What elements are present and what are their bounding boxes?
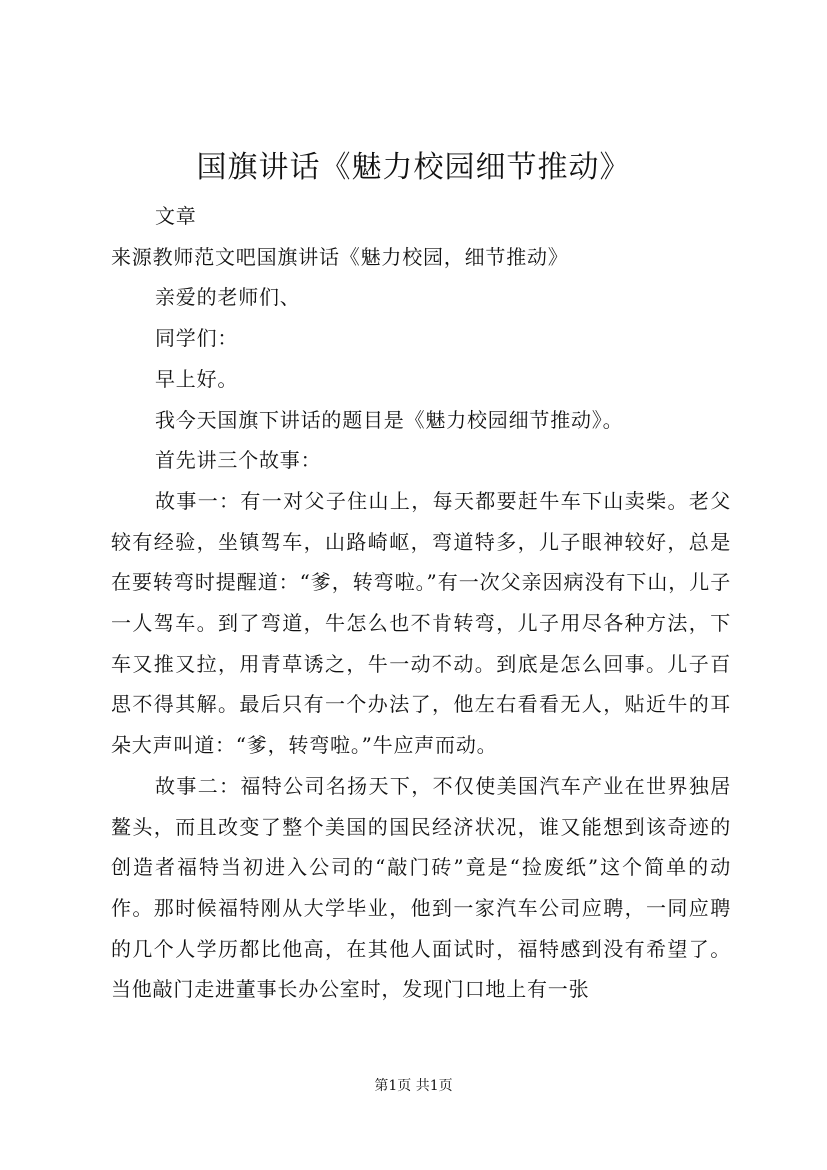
document-title: 国旗讲话《魅力校园细节推动》 <box>196 150 631 185</box>
text-line-source-label: 文章 <box>155 204 197 228</box>
text-line-intro: 首先讲三个故事： <box>155 448 322 473</box>
text-line-good-morning: 早上好。 <box>155 366 239 391</box>
text-line-greeting-teachers: 亲爱的老师们、 <box>155 285 301 310</box>
text-line-topic: 我今天国旗下讲话的题目是《魅力校园细节推动》。 <box>155 407 624 432</box>
text-line-source: 来源教师范文吧国旗讲话《魅力校园，细节推动》 <box>111 244 569 269</box>
paragraph-story-two: 故事二：福特公司名扬天下，不仅使美国汽车产业在世界独居鳌头，而且改变了整个美国的国民经济状况，谁又能想到该奇迹的创造者福特当初进入公司的“敲门砖”竟是“捡废纸”这个简单的动作。那时候福特刚从大学毕业，他到一家汽车公司应聘，一同应聘的几个人学历都比他高，在其他人面试时，福特感到没有希望了。当他敲门走进董事长办公室时，发现门口地上有一张 <box>111 773 731 1002</box>
page-footer: 第1页 共1页 <box>374 1078 453 1094</box>
paragraph-story-one: 故事一：有一对父子住山上，每天都要赶牛车下山卖柴。老父较有经验，坐镇驾车，山路崎岖，弯道特多，儿子眼神较好，总是在要转弯时提醒道：“爹，转弯啦。”有一次父亲因病没有下山，儿子一人驾车。到了弯道，牛怎么也不肯转弯，儿子用尽各种方法，下车又推又拉，用青草诱之，牛一动不动。到底是怎么回事。儿子百思不得其解。最后只有一个办法了，他左右看看无人，贴近牛的耳朵大声叫道：“爹，转弯啦。”牛应声而动。 <box>111 488 731 758</box>
text-line-greeting-students: 同学们： <box>155 326 239 351</box>
document-body <box>111 196 731 1010</box>
